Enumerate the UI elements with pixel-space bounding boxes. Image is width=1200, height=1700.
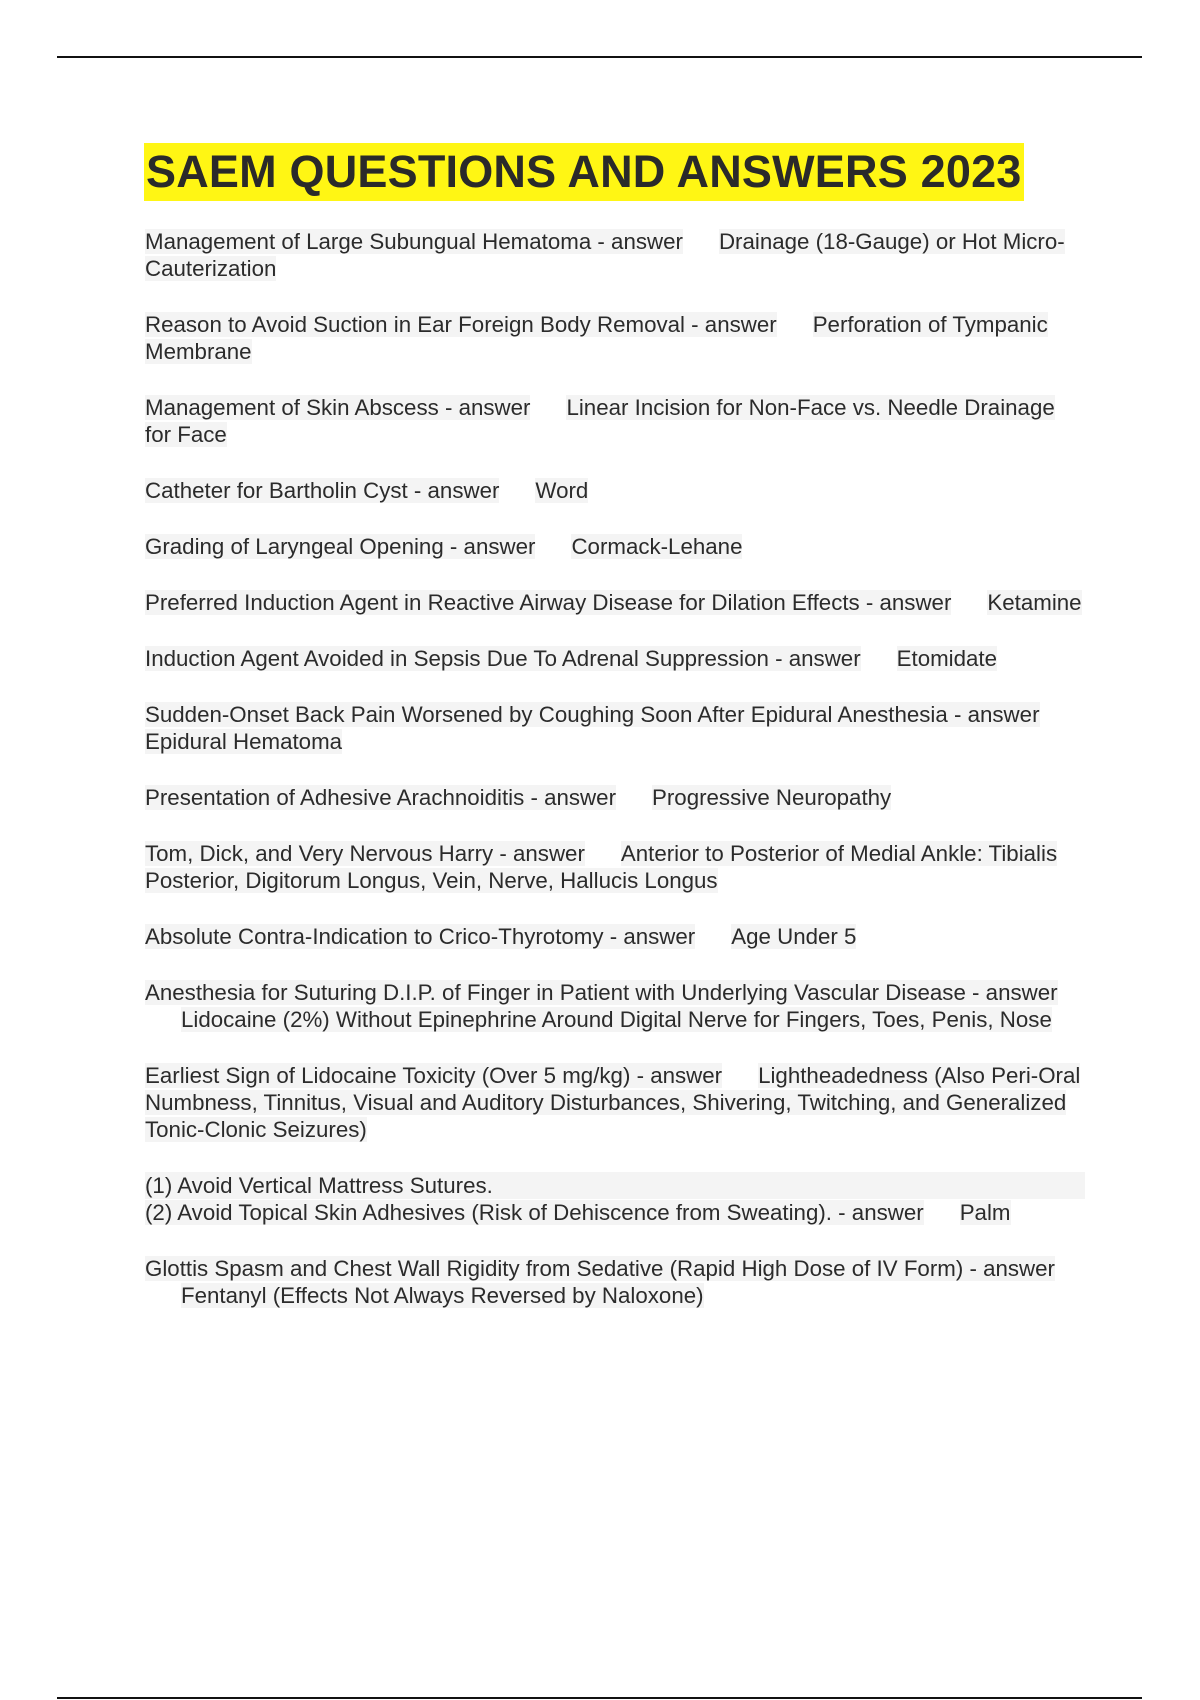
answer-separator: - answer	[603, 924, 696, 949]
answer-text: Linear Incision for Non-Face vs. Needle Drainage for Face	[145, 395, 1055, 447]
page-title: SAEM QUESTIONS AND ANSWERS 2023	[144, 143, 1024, 201]
qa-item	[145, 701, 1085, 755]
title-wrap	[144, 143, 1024, 201]
answer-separator: - answer	[947, 702, 1040, 727]
qa-list	[145, 228, 1085, 1338]
answer-text: Epidural Hematoma	[145, 729, 343, 754]
qa-item	[145, 784, 1085, 811]
qa-item	[145, 1255, 1085, 1309]
qa-item	[145, 228, 1085, 282]
question-text: Catheter for Bartholin Cyst	[145, 478, 408, 503]
question-text: Earliest Sign of Lidocaine Toxicity (Over 5 mg/kg)	[145, 1063, 631, 1088]
question-text: Preferred Induction Agent in Reactive Airway Disease for Dilation Effects	[145, 590, 860, 615]
answer-separator: - answer	[831, 1200, 924, 1225]
answer-text: Fentanyl (Effects Not Always Reversed by Naloxone)	[181, 1283, 704, 1308]
qa-item	[145, 840, 1085, 894]
answer-separator: - answer	[443, 534, 536, 559]
answer-separator: - answer	[407, 478, 500, 503]
answer-separator: - answer	[768, 646, 861, 671]
qa-item	[145, 394, 1085, 448]
answer-text: Etomidate	[896, 646, 998, 671]
qa-item	[145, 477, 1085, 504]
qa-item	[145, 645, 1085, 672]
question-text: Glottis Spasm and Chest Wall Rigidity from Sedative (Rapid High Dose of IV Form)	[145, 1256, 964, 1281]
qa-item	[145, 979, 1085, 1033]
question-text: Absolute Contra-Indication to Crico-Thyrotomy	[145, 924, 604, 949]
answer-separator: - answer	[684, 312, 777, 337]
answer-separator: - answer	[963, 1256, 1055, 1281]
question-text: Sudden-Onset Back Pain Worsened by Coughing Soon After Epidural Anesthesia	[145, 702, 948, 727]
qa-item	[145, 1172, 1085, 1226]
answer-text: Drainage (18-Gauge) or Hot Micro-Cauterization	[145, 229, 1065, 281]
answer-separator: - answer	[493, 841, 585, 866]
qa-item	[145, 589, 1085, 616]
question-text: Reason to Avoid Suction in Ear Foreign Body Removal	[145, 312, 685, 337]
qa-item	[145, 1062, 1085, 1143]
question-text: Grading of Laryngeal Opening	[145, 534, 444, 559]
answer-text: Lightheadedness (Also Peri-Oral Numbness, Tinnitus, Visual and Auditory Disturbances, Shivering, Twitching, and Generalized Tonic-Clonic Seizures)	[145, 1063, 1081, 1142]
answer-separator: - answer	[859, 590, 952, 615]
qa-item	[145, 533, 1085, 560]
qa-item	[145, 311, 1085, 365]
question-text: Anesthesia for Suturing D.I.P. of Finger in Patient with Underlying Vascular Disease	[145, 980, 966, 1005]
answer-separator: - answer	[965, 980, 1058, 1005]
answer-separator: - answer	[438, 395, 531, 420]
answer-text: Ketamine	[987, 590, 1082, 615]
question-text: Management of Skin Abscess	[145, 395, 439, 420]
question-text: Tom, Dick, and Very Nervous Harry	[145, 841, 494, 866]
answer-separator: - answer	[630, 1063, 723, 1088]
answer-text: Word	[535, 478, 589, 503]
answer-text: Perforation of Tympanic Membrane	[145, 312, 1048, 364]
answer-text: Age Under 5	[731, 924, 857, 949]
question-line-1: (1) Avoid Vertical Mattress Sutures.	[145, 1172, 1085, 1199]
question-text: Induction Agent Avoided in Sepsis Due To Adrenal Suppression	[145, 646, 769, 671]
question-text: Management of Large Subungual Hematoma	[145, 229, 592, 254]
question-text: Presentation of Adhesive Arachnoiditis	[145, 785, 525, 810]
answer-text: Cormack-Lehane	[571, 534, 743, 559]
top-rule	[57, 56, 1142, 58]
answer-text: Progressive Neuropathy	[652, 785, 892, 810]
answer-text: Lidocaine (2%) Without Epinephrine Around Digital Nerve for Fingers, Toes, Penis, Nose	[181, 1007, 1052, 1032]
answer-text: Palm	[959, 1200, 1011, 1225]
question-line-2: (2) Avoid Topical Skin Adhesives (Risk of Dehiscence from Sweating).	[145, 1200, 832, 1225]
qa-item	[145, 923, 1085, 950]
answer-text: Anterior to Posterior of Medial Ankle: Tibialis Posterior, Digitorum Longus, Vein, Nerve, Hallucis Longus	[145, 841, 1058, 893]
answer-separator: - answer	[524, 785, 616, 810]
bottom-rule	[57, 1697, 1142, 1699]
answer-separator: - answer	[591, 229, 683, 254]
